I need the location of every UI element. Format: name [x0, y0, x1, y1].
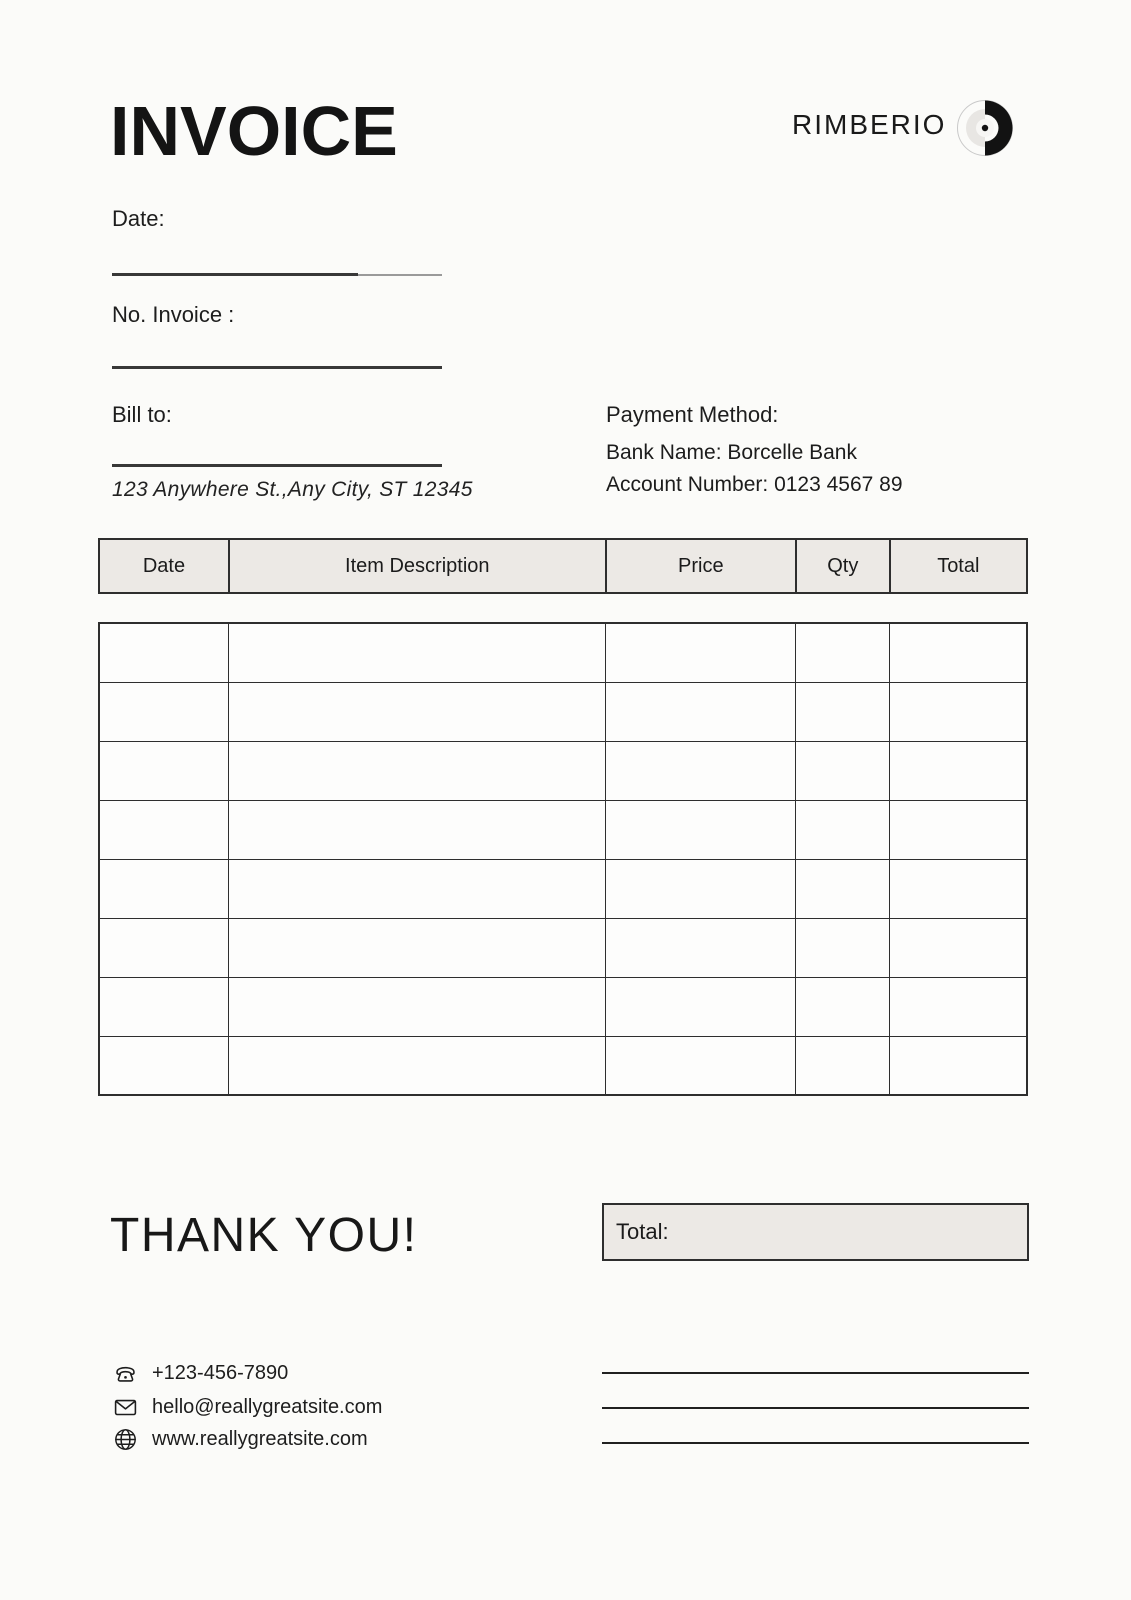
envelope-icon	[112, 1394, 139, 1421]
total-field[interactable]	[602, 1203, 1029, 1261]
table-row	[99, 859, 1027, 918]
table-row	[99, 800, 1027, 859]
table-cell[interactable]	[606, 1036, 796, 1095]
date-field-line[interactable]	[112, 273, 358, 276]
table-cell[interactable]	[796, 1036, 890, 1095]
column-header-qty: Qty	[796, 539, 890, 593]
thank-you-text: THANK YOU!	[110, 1209, 418, 1262]
table-cell[interactable]	[229, 859, 606, 918]
phone-icon	[112, 1360, 139, 1387]
signature-line[interactable]	[602, 1372, 1029, 1374]
table-row	[99, 977, 1027, 1036]
brand-name: RIMBERIO	[792, 109, 947, 140]
payment-method-label: Payment Method:	[606, 402, 779, 427]
bill-to-field-line[interactable]	[112, 464, 442, 467]
table-cell[interactable]	[229, 1036, 606, 1095]
globe-icon	[112, 1426, 139, 1453]
bill-to-label: Bill to:	[112, 402, 172, 427]
total-label: Total:	[616, 1219, 669, 1244]
table-cell[interactable]	[229, 918, 606, 977]
contact-email[interactable]	[112, 1392, 382, 1422]
items-table-body	[99, 623, 1027, 1095]
signature-line[interactable]	[602, 1442, 1029, 1444]
table-cell[interactable]	[890, 623, 1027, 682]
table-cell[interactable]	[229, 623, 606, 682]
table-cell[interactable]	[229, 741, 606, 800]
table-cell[interactable]	[890, 977, 1027, 1036]
column-header-item-description: Item Description	[229, 539, 606, 593]
account-number-line: Account Number: 0123 4567 89	[606, 473, 903, 496]
table-cell[interactable]	[890, 918, 1027, 977]
table-cell[interactable]	[229, 977, 606, 1036]
table-row	[99, 741, 1027, 800]
table-cell[interactable]	[796, 918, 890, 977]
table-cell[interactable]	[606, 682, 796, 741]
table-cell[interactable]	[890, 800, 1027, 859]
table-row	[99, 1036, 1027, 1095]
table-cell[interactable]	[606, 918, 796, 977]
items-table	[98, 622, 1028, 1096]
page-title: INVOICE	[110, 92, 398, 170]
table-cell[interactable]	[796, 800, 890, 859]
table-cell[interactable]	[99, 918, 229, 977]
date-field-line-extension	[358, 274, 442, 276]
table-cell[interactable]	[99, 977, 229, 1036]
table-cell[interactable]	[796, 741, 890, 800]
table-cell[interactable]	[99, 741, 229, 800]
date-label: Date:	[112, 206, 165, 231]
website-url: www.reallygreatsite.com	[152, 1427, 368, 1450]
table-cell[interactable]	[796, 859, 890, 918]
table-cell[interactable]	[99, 623, 229, 682]
table-cell[interactable]	[606, 623, 796, 682]
column-header-date: Date	[99, 539, 229, 593]
signature-line[interactable]	[602, 1407, 1029, 1409]
invoice-number-field-line[interactable]	[112, 366, 442, 369]
table-cell[interactable]	[796, 623, 890, 682]
contact-phone[interactable]	[112, 1358, 288, 1388]
table-cell[interactable]	[890, 1036, 1027, 1095]
items-table-header	[98, 538, 1028, 594]
phone-number: +123-456-7890	[152, 1361, 289, 1384]
table-cell[interactable]	[796, 682, 890, 741]
table-cell[interactable]	[606, 800, 796, 859]
table-cell[interactable]	[890, 741, 1027, 800]
table-cell[interactable]	[99, 800, 229, 859]
table-cell[interactable]	[99, 1036, 229, 1095]
header-row	[99, 539, 1027, 593]
table-row	[99, 682, 1027, 741]
column-header-total: Total	[890, 539, 1027, 593]
table-row	[99, 918, 1027, 977]
table-row	[99, 623, 1027, 682]
table-cell[interactable]	[606, 741, 796, 800]
column-header-price: Price	[606, 539, 796, 593]
table-cell[interactable]	[890, 859, 1027, 918]
brand-logo-icon	[953, 96, 1017, 160]
table-cell[interactable]	[229, 800, 606, 859]
table-cell[interactable]	[99, 682, 229, 741]
bank-name-line: Bank Name: Borcelle Bank	[606, 441, 857, 464]
table-cell[interactable]	[606, 859, 796, 918]
table-cell[interactable]	[890, 682, 1027, 741]
contact-website[interactable]	[112, 1424, 368, 1454]
invoice-number-label: No. Invoice :	[112, 302, 235, 327]
email-address: hello@reallygreatsite.com	[152, 1395, 383, 1418]
table-cell[interactable]	[229, 682, 606, 741]
table-cell[interactable]	[606, 977, 796, 1036]
bill-to-address: 123 Anywhere St.,Any City, ST 12345	[112, 478, 473, 501]
table-cell[interactable]	[796, 977, 890, 1036]
table-cell[interactable]	[99, 859, 229, 918]
